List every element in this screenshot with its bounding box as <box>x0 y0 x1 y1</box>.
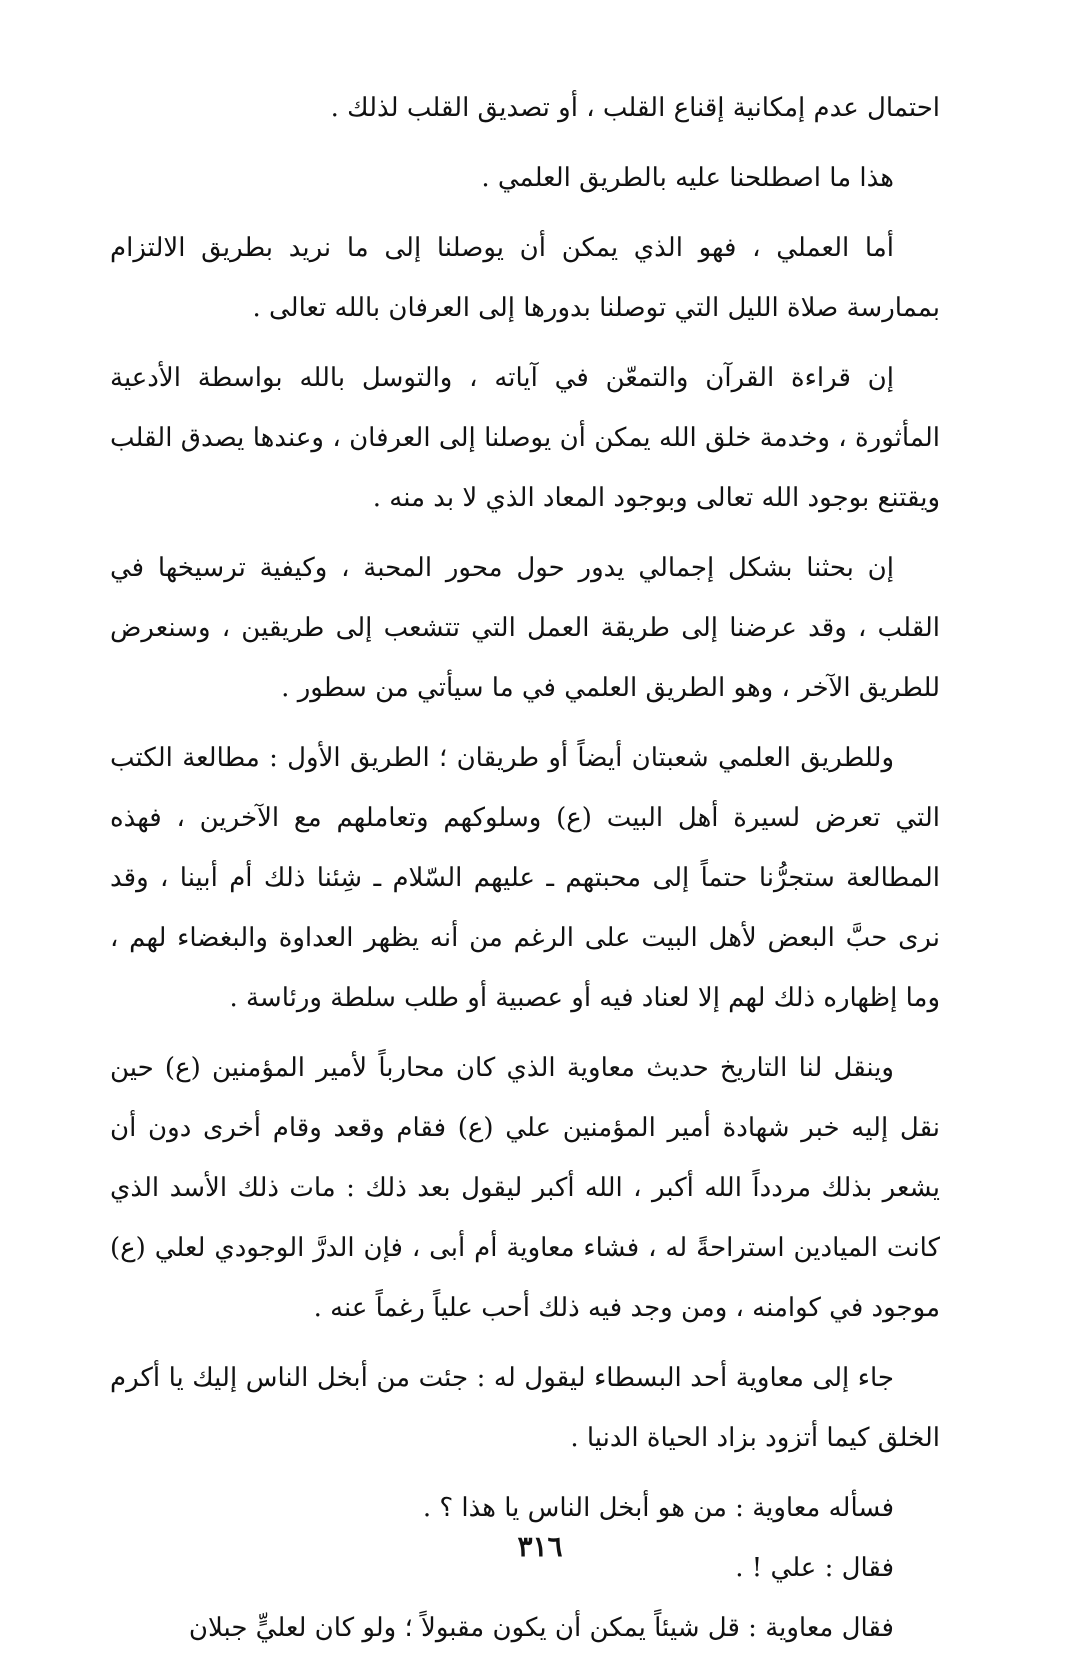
paragraph-1: احتمال عدم إمكانية إقناع القلب ، أو تصديق القلب لذلك . <box>330 93 940 123</box>
paragraph-2: هذا ما اصطلحنا عليه بالطريق العلمي . <box>481 163 894 193</box>
paragraph-6: وللطريق العلمي شعبتان أيضاً أو طريقان ؛ الطريق الأول : مطالعة الكتب التي تعرض لسيرة أهل البيت (ع) وسلوكهم وتعاملهم مع الآخرين ، فهذه المطالعة ستجرُّنا حتماً إلى محبتهم ـ عليهم السّلام ـ شِئنا ذلك أم أبينا ، وقد نرى حبَّ البعض لأهل البيت على الرغم من أنه يظهر العداوة والبغضاء لهم ، وما إظهاره ذلك لهم إلا لعناد فيه أو عصبية أو طلب سلطة ورئاسة . <box>110 743 940 1013</box>
page-body <box>110 78 940 1658</box>
paragraph-9: فسأله معاوية : من هو أبخل الناس يا هذا ؟ . <box>422 1493 894 1523</box>
paragraph-7: وينقل لنا التاريخ حديث معاوية الذي كان محارباً لأمير المؤمنين (ع) حين نقل إليه خبر شهادة أمير المؤمنين علي (ع) فقام وقعد وقام أخرى دون أن يشعر بذلك مردداً الله أكبر ، الله أكبر ليقول بعد ذلك : مات ذلك الأسد الذي كانت الميادين استراحةً له ، فشاء معاوية أم أبى ، فإن الدرَّ الوجودي لعلي (ع) موجود في كوامنه ، ومن وجد فيه ذلك أحب علياً رغماً عنه . <box>110 1053 940 1323</box>
paragraph-10: فقال : علي ! . <box>735 1553 894 1583</box>
paragraph-3: أما العملي ، فهو الذي يمكن أن يوصلنا إلى ما نريد بطريق الالتزام بممارسة صلاة الليل التي توصلنا بدورها إلى العرفان بالله تعالى . <box>110 233 940 323</box>
paragraph-4: إن قراءة القرآن والتمعّن في آياته ، والتوسل بالله بواسطة الأدعية المأثورة ، وخدمة خلق الله يمكن أن يوصلنا إلى العرفان ، وعندها يصدق القلب ويقتنع بوجود الله تعالى وبوجود المعاد الذي لا بد منه . <box>110 363 940 513</box>
page-number: ٣١٦ <box>517 1530 563 1563</box>
paragraph-8: جاء إلى معاوية أحد البسطاء ليقول له : جئت من أبخل الناس إليك يا أكرم الخلق كيما أتزود بزاد الحياة الدنيا . <box>110 1363 940 1453</box>
paragraph-5: إن بحثنا بشكل إجمالي يدور حول محور المحبة ، وكيفية ترسيخها في القلب ، وقد عرضنا إلى طريقة العمل التي تتشعب إلى طريقين ، وسنعرض للطريق الآخر ، وهو الطريق العلمي في ما سيأتي من سطور . <box>110 553 940 703</box>
paragraph-11: فقال معاوية : قل شيئاً يمكن أن يكون مقبولاً ؛ ولو كان لعليٍّ جبلان <box>188 1613 894 1643</box>
